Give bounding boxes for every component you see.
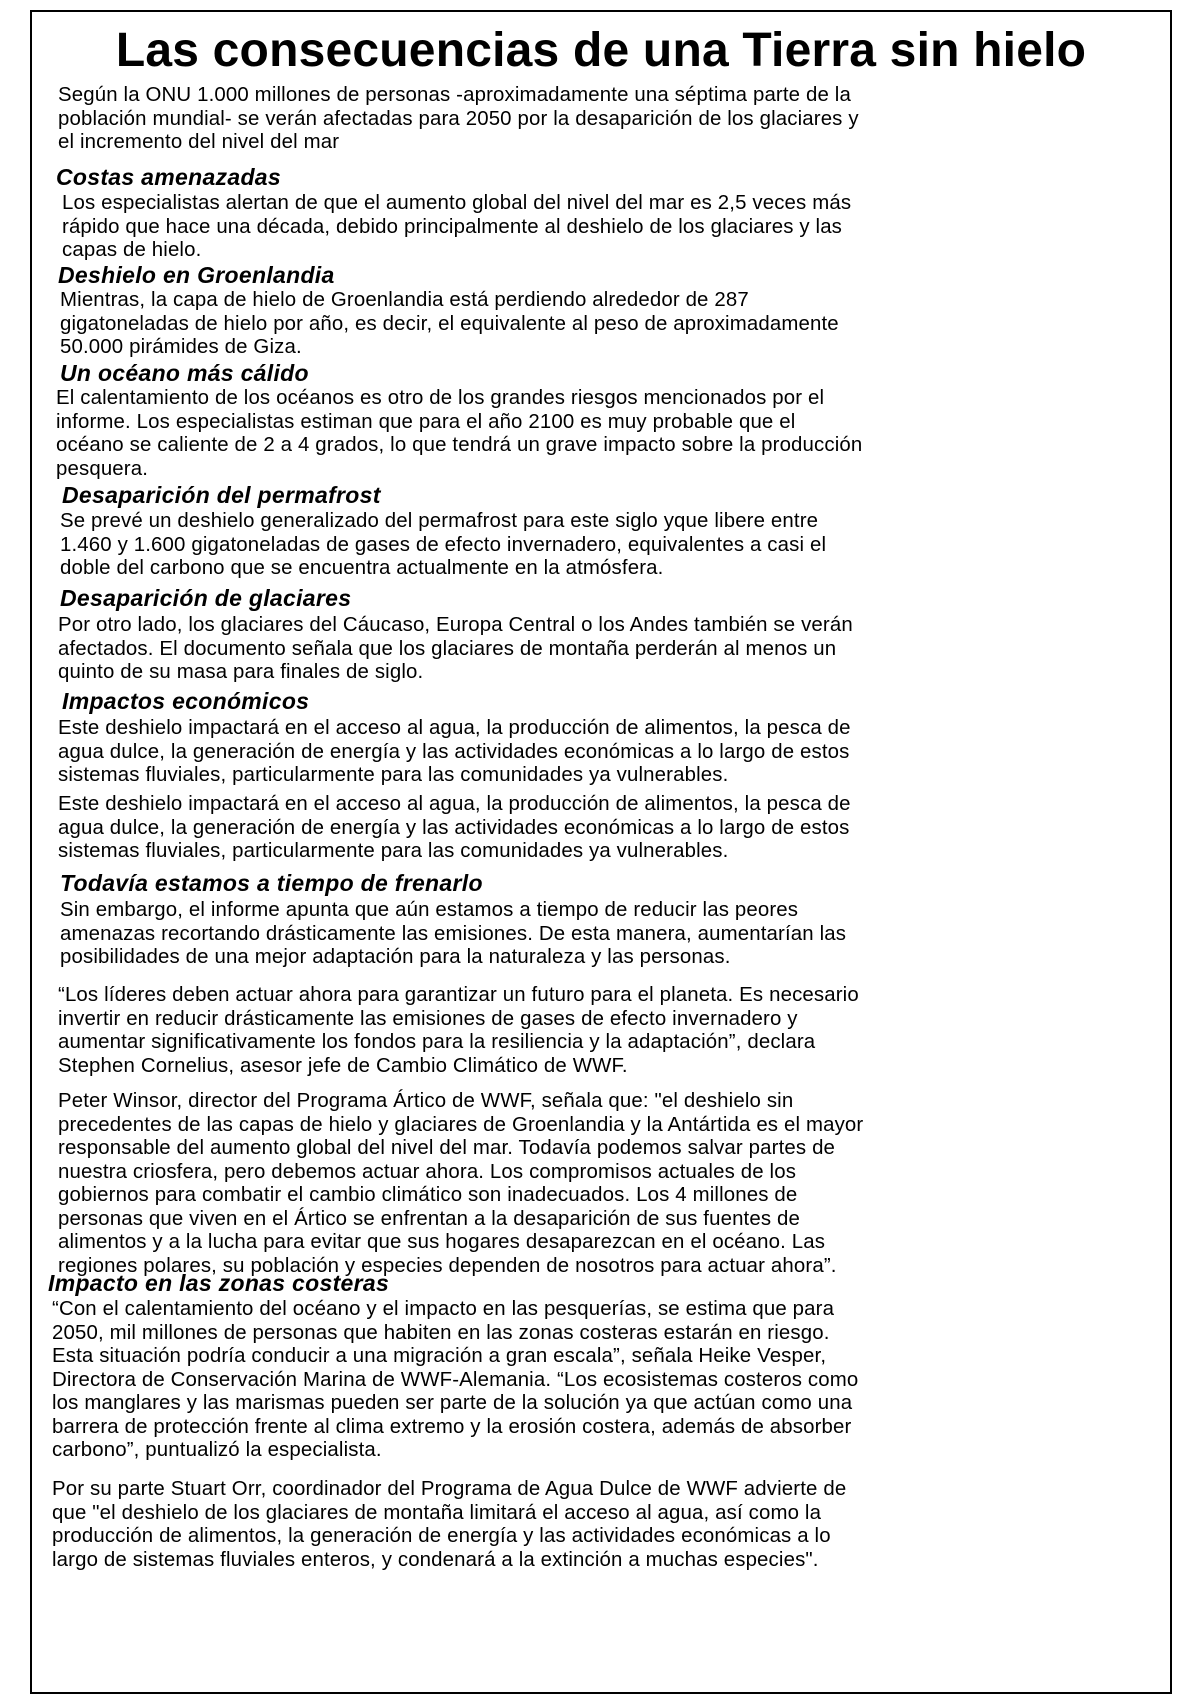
heading-permafrost: Desaparición del permafrost [62, 482, 381, 508]
paragraph-quote-cornelius: “Los líderes deben actuar ahora para garantizar un futuro para el planeta. Es necesario invertir en reducir drásticamente las emisiones de gases de efecto invernadero y aumentar significativamente los fondos para la resiliencia y la adaptación”, declara Stephen Cornelius, asesor jefe de Cambio Climático de WWF. [58, 984, 859, 1077]
heading-todavia-tiempo: Todavía estamos a tiempo de frenarlo [60, 870, 483, 896]
paragraph-impactos-economicos-1: Este deshielo impactará en el acceso al agua, la producción de alimentos, la pesca de agua dulce, la generación de energía y las actividades económicas a lo largo de estos sistemas fluviales, particularmente para las comunidades ya vulnerables. [58, 717, 851, 786]
paragraph-permafrost: Se prevé un deshielo generalizado del permafrost para este siglo yque libere entre 1.460 y 1.600 gigatoneladas de gases de efecto invernadero, equivalentes a casi el doble del carbono que se encuentra actualmente en la atmósfera. [60, 510, 827, 579]
paragraph-quote-vesper: “Con el calentamiento del océano y el impacto en las pesquerías, se estima que para 2050, mil millones de personas que habiten en las zonas costeras estarán en riesgo. Esta situación podría conducir a una migración a gran escala”, señala Heike Vesper, Directora de Conservación Marina de WWF-Alemania. “Los ecosistemas costeros como los manglares y las marismas pueden ser parte de la solución ya que actúan como una barrera de protección frente al clima extremo y la erosión costera, además de absorber carbono”, puntualizó la especialista. [52, 1298, 859, 1461]
paragraph-todavia-tiempo-1: Sin embargo, el informe apunta que aún estamos a tiempo de reducir las peores amenazas recortando drásticamente las emisiones. De esta manera, aumentarían las posibilidades de una mejor adaptación para la naturaleza y las personas. [60, 899, 847, 968]
paragraph-impactos-economicos-2: Este deshielo impactará en el acceso al agua, la producción de alimentos, la pesca de agua dulce, la generación de energía y las actividades económicas a lo largo de estos sistemas fluviales, particularmente para las comunidades ya vulnerables. [58, 793, 851, 862]
intro-paragraph: Según la ONU 1.000 millones de personas -aproximadamente una séptima parte de la población mundial- se verán afectadas para 2050 por la desaparición de los glaciares y el incremento del nivel del mar [58, 84, 859, 153]
heading-costas-amenazadas: Costas amenazadas [56, 164, 281, 190]
paragraph-quote-winsor: Peter Winsor, director del Programa Ártico de WWF, señala que: "el deshielo sin precedentes de las capas de hielo y glaciares de Groenlandia y la Antártida es el mayor responsable del aumento global del nivel del mar. Todavía podemos salvar partes de nuestra criosfera, pero debemos actuar ahora. Los compromisos actuales de los gobiernos para combatir el cambio climático son inadecuados. Los 4 millones de personas que viven en el Ártico se enfrentan a la desaparición de sus fuentes de alimentos y a la lucha para evitar que sus hogares desaparezcan en el océano. Las regiones polares, su población y especies dependen de nosotros para actuar ahora”. [58, 1090, 864, 1277]
heading-desaparicion-glaciares: Desaparición de glaciares [60, 585, 352, 611]
paragraph-quote-orr: Por su parte Stuart Orr, coordinador del Programa de Agua Dulce de WWF advierte de que "el deshielo de los glaciares de montaña limitará el acceso al agua, así como la producción de alimentos, la generación de energía y las actividades económicas a lo largo de sistemas fluviales enteros, y condenará a la extinción a muchas especies". [52, 1478, 847, 1571]
heading-impactos-economicos: Impactos económicos [62, 688, 310, 714]
heading-oceano-calido: Un océano más cálido [60, 360, 309, 386]
heading-zonas-costeras: Impacto en las zonas costeras [48, 1270, 390, 1296]
article-title: Las consecuencias de una Tierra sin hielo [115, 24, 1087, 77]
article-frame [30, 10, 1172, 1694]
paragraph-desaparicion-glaciares: Por otro lado, los glaciares del Cáucaso, Europa Central o los Andes también se verán afectados. El documento señala que los glaciares de montaña perderán al menos un quinto de su masa para finales de siglo. [58, 614, 853, 683]
paragraph-oceano-calido: El calentamiento de los océanos es otro de los grandes riesgos mencionados por el informe. Los especialistas estiman que para el año 2100 es muy probable que el océano se caliente de 2 a 4 grados, lo que tendrá un grave impacto sobre la producción pesquera. [56, 387, 863, 480]
heading-deshielo-groenlandia: Deshielo en Groenlandia [58, 262, 335, 288]
paragraph-costas-amenazadas: Los especialistas alertan de que el aumento global del nivel del mar es 2,5 veces más rápido que hace una década, debido principalmente al deshielo de los glaciares y las capas de hielo. [62, 192, 852, 261]
paragraph-deshielo-groenlandia: Mientras, la capa de hielo de Groenlandia está perdiendo alrededor de 287 gigatoneladas de hielo por año, es decir, el equivalente al peso de aproximadamente 50.000 pirámides de Giza. [60, 289, 839, 358]
